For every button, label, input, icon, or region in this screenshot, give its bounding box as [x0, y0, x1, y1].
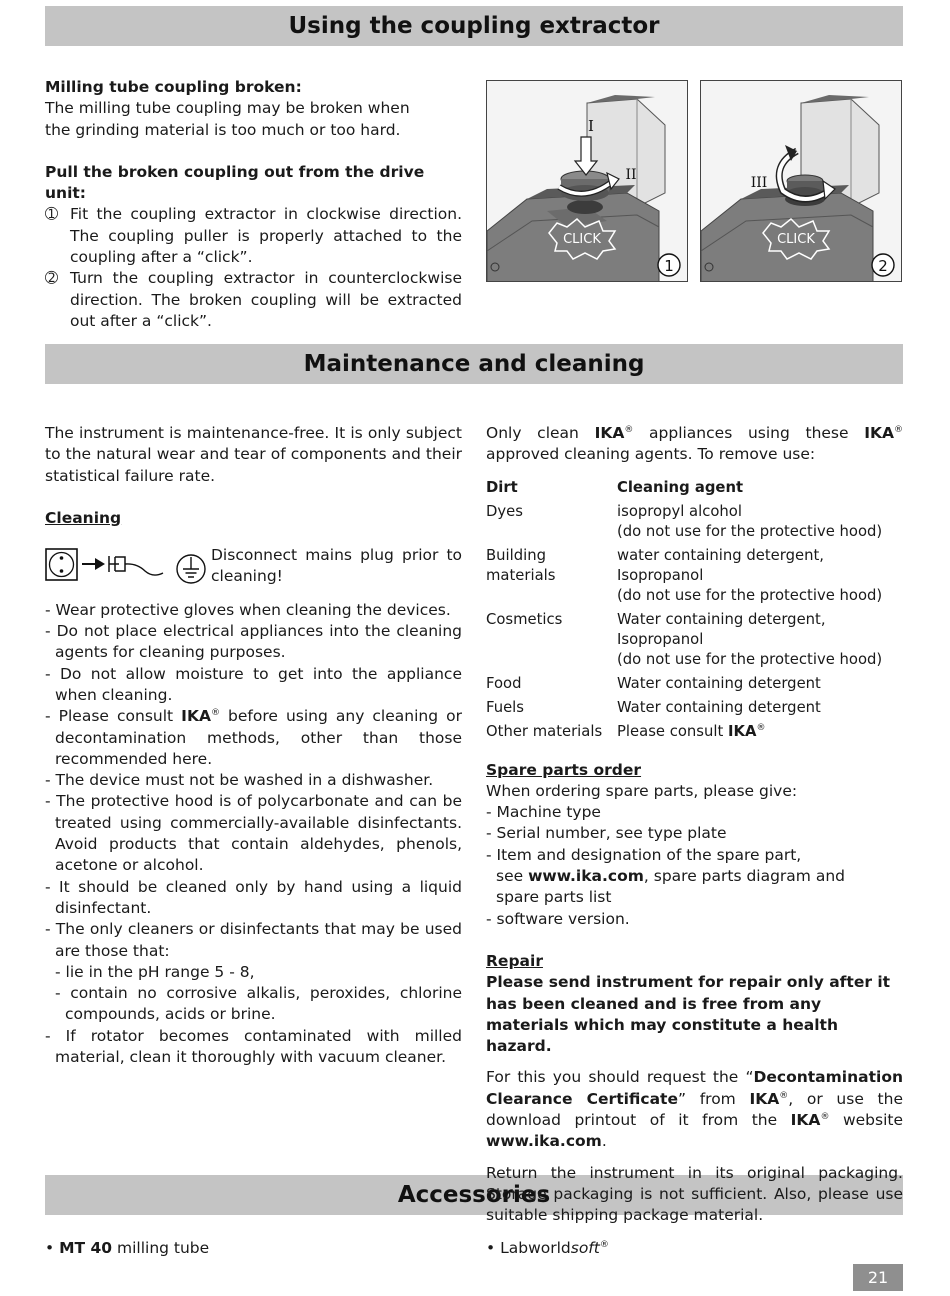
list-item-continuation: see www.ika.com, spare parts diagram and spare parts list — [496, 867, 845, 907]
list-item: - Do not place electrical appliances into the cleaning agents for cleaning purposes. — [45, 622, 462, 662]
list-item: - Item and designation of the spare part, — [486, 845, 802, 864]
figure-turn-extractor — [700, 80, 902, 282]
label-iii: III — [750, 175, 768, 191]
list-item: - Do not allow moisture to get into the appliance when cleaning. — [45, 664, 462, 704]
step-1 — [45, 204, 462, 268]
list-item: - Machine type — [486, 803, 601, 822]
section-title-coupling: Using the coupling extractor — [45, 6, 903, 46]
ika-website-link[interactable]: www.ika.com — [528, 867, 644, 886]
list-item: - It should be cleaned only by hand using a liquid disinfectant. — [45, 877, 462, 917]
list-item: - Wear protective gloves when cleaning the devices. — [45, 600, 451, 619]
table-row: Cosmetics Water containing detergent, Isopropanol (do not use for the protective hood) — [486, 610, 883, 668]
cleaning-agent-table — [486, 478, 903, 746]
figure-fit-extractor — [486, 80, 688, 282]
table-row: Food Water containing detergent — [486, 674, 821, 692]
list-subitem: - contain no corrosive alkalis, peroxides, chlorine compounds, acids or brine. — [55, 984, 462, 1024]
broken-text: The milling tube coupling may be broken when the grinding material is too much or too hard. — [45, 99, 410, 139]
table-row: Building materials water containing detergent, Isopropanol (do not use for the protective hood) — [486, 546, 883, 604]
step-1-number: ➀ — [45, 205, 58, 224]
column-header-dirt: Dirt — [486, 478, 518, 496]
step-2 — [45, 268, 462, 332]
table-row: Dyes isopropyl alcohol (do not use for the protective hood) — [486, 502, 883, 540]
table-row: Other materials Please consult IKA® — [486, 722, 766, 740]
blender-illustration-1 — [487, 81, 688, 282]
click-label-1: CLICK — [563, 232, 601, 247]
broken-heading: Milling tube coupling broken: — [45, 78, 302, 96]
unplug-notice — [45, 543, 462, 588]
return-instructions: Return the instrument in its original packaging. Storage packaging is not sufficient. Also, please use suitable shipping package material. — [486, 1163, 903, 1225]
repair-heading: Repair — [486, 951, 543, 970]
section-title-maintenance: Maintenance and cleaning — [45, 344, 903, 384]
ika-website-link[interactable]: www.ika.com — [486, 1132, 602, 1151]
list-item: - software version. — [486, 909, 630, 928]
list-item-consult: - Please consult IKA® before using any cleaning or decontamination methods, other than those recommended here. — [45, 707, 462, 768]
unplug-text: Disconnect mains plug prior to cleaning! — [211, 546, 462, 586]
table-header — [486, 478, 903, 502]
click-label-2: CLICK — [777, 232, 815, 247]
accessory-item-mt40: • MT 40 milling tube — [45, 1239, 210, 1257]
spare-parts-intro: When ordering spare parts, please give: — [486, 781, 798, 800]
page-number: 21 — [853, 1264, 903, 1291]
svg-text:2: 2 — [878, 257, 888, 275]
list-subitem: - lie in the pH range 5 - 8, — [55, 962, 255, 981]
unplug-symbols-icon — [45, 543, 211, 587]
maintenance-intro: The instrument is maintenance-free. It is only subject to the natural wear and tear of components and their statistical failure rate. — [45, 424, 462, 485]
approved-agents-intro: Only clean IKA® appliances using these IKA® approved cleaning agents. To remove use: — [486, 424, 904, 464]
step-2-text: Turn the coupling extractor in counterclockwise direction. The broken coupling will be extracted out after a “click”. — [70, 269, 462, 330]
list-item: - Serial number, see type plate — [486, 824, 727, 843]
blender-illustration-2 — [701, 81, 902, 282]
table-row: Fuels Water containing detergent — [486, 698, 821, 716]
list-item: - The only cleaners or disinfectants that may be used are those that: — [45, 920, 462, 960]
label-i: I — [588, 117, 594, 135]
label-ii: II — [625, 167, 637, 183]
step-2-number: ➁ — [45, 269, 58, 288]
step-1-text: Fit the coupling extractor in clockwise direction. The coupling puller is properly attached to the coupling after a “click”. — [70, 205, 462, 267]
cleaning-heading: Cleaning — [45, 508, 122, 527]
repair-warning: Please send instrument for repair only after it has been cleaned and is free from any materials which may constitute a health hazard. — [486, 973, 891, 1056]
list-item: - The device must not be washed in a dishwasher. — [45, 771, 434, 790]
spare-parts-heading: Spare parts order — [486, 760, 642, 779]
maintenance-left — [45, 423, 462, 1068]
list-item: - The protective hood is of polycarbonate and can be treated using commercially-available disinfectants. Avoid products that contain aldehydes, phenols, acetone or alcohol. — [45, 792, 462, 875]
list-item: - If rotator becomes contaminated with milled material, clean it thoroughly with vacuum cleaner. — [45, 1026, 462, 1067]
cleaning-list — [45, 600, 462, 1069]
repair-instructions: For this you should request the “Decontamination Clearance Certificate” from IKA®, or use the download printout of it from the IKA® website www.ika.com. — [486, 1068, 903, 1151]
svg-text:1: 1 — [664, 257, 674, 275]
coupling-text — [45, 77, 462, 332]
maintenance-right — [486, 423, 903, 1227]
section-title-accessories: Accessories — [45, 1175, 903, 1215]
accessory-item-labworldsoft: • Labworldsoft® — [486, 1239, 609, 1257]
pull-heading: Pull the broken coupling out from the drive unit: — [45, 162, 425, 203]
column-header-agent: Cleaning agent — [617, 478, 744, 496]
